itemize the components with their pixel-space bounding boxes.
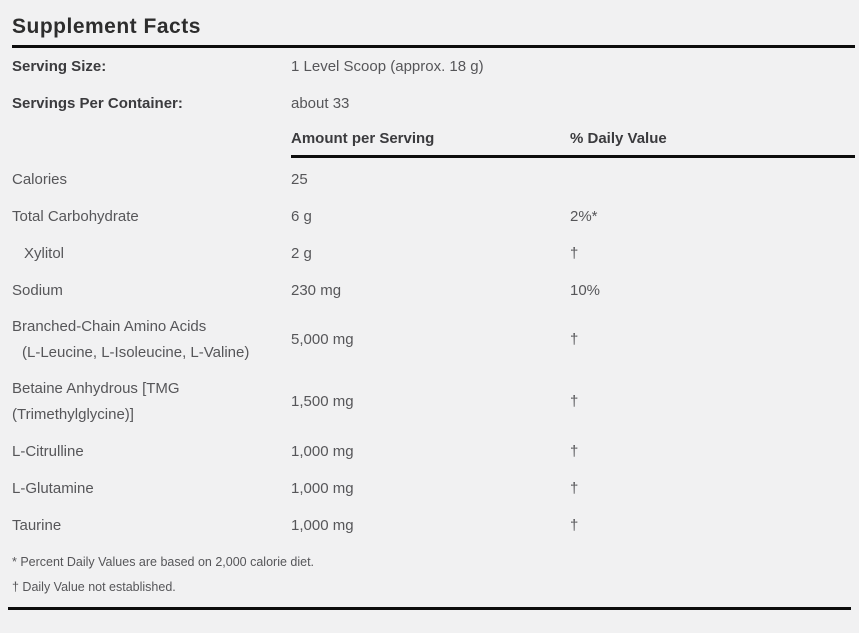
nutrient-row bbox=[0, 161, 859, 198]
panel-title: Supplement Facts bbox=[12, 15, 201, 38]
serving-info-value: about 33 bbox=[291, 94, 350, 112]
nutrient-name-line2: (Trimethylglycine)] bbox=[12, 406, 134, 423]
nutrient-name-cell bbox=[12, 278, 291, 304]
column-header-amount-per-serving: Amount per Serving bbox=[291, 129, 435, 147]
nutrient-row bbox=[0, 433, 859, 470]
nutrient-name-cell bbox=[12, 513, 291, 539]
nutrient-daily-value: 10% bbox=[570, 281, 601, 299]
nutrient-name-cell bbox=[12, 439, 291, 465]
serving-info-label: Servings Per Container: bbox=[12, 94, 183, 112]
nutrient-name: Taurine bbox=[12, 516, 62, 534]
nutrient-name: Total Carbohydrate bbox=[12, 207, 139, 225]
nutrient-row bbox=[0, 309, 859, 371]
supplement-facts-panel bbox=[0, 14, 859, 610]
nutrient-name-cell bbox=[12, 476, 291, 502]
nutrient-daily-value: † bbox=[570, 393, 579, 410]
nutrient-name-cell bbox=[12, 167, 291, 193]
nutrient-amount: 2 g bbox=[291, 244, 312, 262]
nutrient-amount: 5,000 mg bbox=[291, 331, 354, 348]
nutrient-row bbox=[0, 198, 859, 235]
nutrient-amount: 6 g bbox=[291, 207, 312, 225]
nutrient-name-cell bbox=[12, 204, 291, 230]
nutrient-name: Sodium bbox=[12, 281, 63, 299]
nutrient-row bbox=[0, 235, 859, 272]
nutrient-amount: 1,500 mg bbox=[291, 393, 354, 410]
footnote: * Percent Daily Values are based on 2,000 calorie diet. bbox=[12, 555, 315, 569]
serving-info-value: 1 Level Scoop (approx. 18 g) bbox=[291, 57, 484, 75]
nutrient-row bbox=[0, 371, 859, 433]
column-header-row bbox=[0, 122, 859, 155]
serving-info-row bbox=[0, 48, 859, 85]
nutrient-name: Calories bbox=[12, 170, 68, 188]
nutrient-name-cell bbox=[12, 314, 291, 366]
serving-info-row bbox=[0, 85, 859, 122]
nutrient-name: Xylitol bbox=[24, 244, 65, 262]
nutrient-name-cell bbox=[12, 241, 291, 267]
nutrient-row bbox=[0, 272, 859, 309]
nutrient-name: Betaine Anhydrous [TMG bbox=[12, 380, 180, 397]
footnotes-section bbox=[0, 544, 859, 600]
nutrient-daily-value: † bbox=[570, 479, 579, 497]
nutrient-amount: 1,000 mg bbox=[291, 479, 354, 497]
nutrient-daily-value: 2%* bbox=[570, 207, 598, 225]
nutrient-amount: 1,000 mg bbox=[291, 516, 354, 534]
nutrient-daily-value: † bbox=[570, 331, 579, 348]
nutrient-name: L-Citrulline bbox=[12, 442, 84, 460]
nutrient-daily-value: † bbox=[570, 244, 579, 262]
nutrient-amount: 230 mg bbox=[291, 281, 342, 299]
bottom-divider bbox=[8, 607, 851, 610]
nutrient-name-cell bbox=[12, 376, 291, 428]
nutrient-name: Branched-Chain Amino Acids bbox=[12, 318, 207, 335]
column-header-percent-daily-value: % Daily Value bbox=[570, 129, 667, 147]
serving-info-label: Serving Size: bbox=[12, 57, 107, 75]
nutrient-rows-section bbox=[0, 158, 859, 544]
nutrient-amount: 25 bbox=[291, 170, 308, 188]
nutrient-daily-value: † bbox=[570, 516, 579, 534]
serving-info-section bbox=[0, 48, 859, 122]
nutrient-row bbox=[0, 470, 859, 507]
nutrient-row bbox=[0, 507, 859, 544]
nutrient-daily-value: † bbox=[570, 442, 579, 460]
nutrient-name: L-Glutamine bbox=[12, 479, 94, 497]
nutrient-name-line2: (L-Leucine, L-Isoleucine, L-Valine) bbox=[22, 344, 250, 361]
footnote: † Daily Value not established. bbox=[12, 580, 176, 594]
nutrient-amount: 1,000 mg bbox=[291, 442, 354, 460]
